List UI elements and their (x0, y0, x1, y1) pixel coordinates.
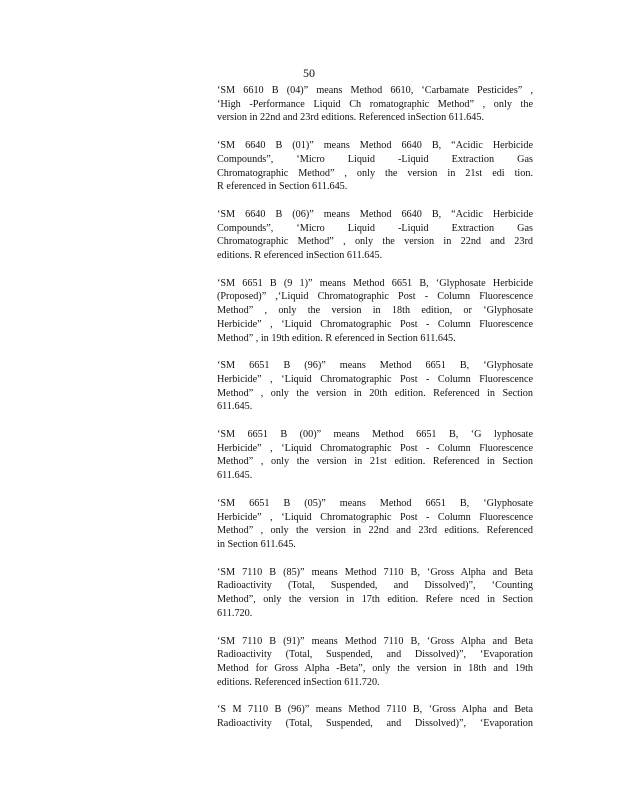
definition-paragraph (217, 359, 533, 414)
paragraph-line: Method” , only the version in 21st edition. Referenced in Section (217, 456, 533, 468)
definition-paragraph (217, 566, 533, 621)
paragraph-line: ‘SM 6610 B (04)” means Method 6610, ‘Carbamate Pesticides” , (217, 85, 533, 96)
paragraph-line: Method for Gross Alpha -Beta”, only the version in 18th and 19th (217, 662, 533, 674)
paragraph-line: editions. Referenced inSection 611.720. (217, 676, 380, 688)
paragraph-line: Method” , only the version in 22nd and 23rd editions. Referenced (217, 525, 533, 537)
paragraph-line: ‘SM 7110 B (85)” means Method 7110 B, ‘Gross Alpha and Beta (217, 566, 533, 578)
paragraph-line: ‘SM 6640 B (01)” means Method 6640 B, “Acidic Herbicide (217, 140, 533, 152)
definitions-list (217, 84, 533, 745)
paragraph-line: 611.720. (217, 607, 253, 619)
paragraph-line: Herbicide” , ‘Liquid Chromatographic Post - Column Fluorescence (217, 511, 533, 523)
paragraph-line: ‘SM 6651 B (96)” means Method 6651 B, ‘Glyphosate (217, 360, 533, 372)
paragraph-line: Herbicide” , ‘Liquid Chromatographic Post - Column Fluorescence (217, 318, 533, 330)
definition-paragraph (217, 84, 533, 125)
definition-paragraph (217, 277, 533, 346)
definition-paragraph (217, 703, 533, 730)
paragraph-line: Radioactivity (Total, Suspended, and Dissolved)”, ‘Evaporation (217, 649, 533, 661)
paragraph-line: 611.645. (217, 401, 253, 413)
paragraph-line: version in 22nd and 23rd editions. Referenced inSection 611.645. (217, 112, 484, 124)
paragraph-line: Method” , only the version in 20th edition. Referenced in Section (217, 387, 533, 399)
paragraph-line: Method”, only the version in 17th edition. Refere nced in Section (217, 594, 533, 606)
page-number: 50 (303, 66, 315, 80)
paragraph-line: Chromatographic Method” , only the version in 22nd and 23rd (217, 236, 533, 248)
paragraph-line: ‘SM 7110 B (91)” means Method 7110 B, ‘Gross Alpha and Beta (217, 635, 533, 647)
definition-paragraph (217, 139, 533, 194)
paragraph-line: in Section 611.645. (217, 538, 296, 550)
paragraph-line: Herbicide” , ‘Liquid Chromatographic Post - Column Fluorescence (217, 373, 533, 385)
paragraph-line: ‘S M 7110 B (96)” means Method 7110 B, ‘Gross Alpha and Beta (217, 704, 533, 716)
paragraph-line: Herbicide” , ‘Liquid Chromatographic Post - Column Fluorescence (217, 442, 533, 454)
paragraph-line: Compounds”, ‘Micro Liquid -Liquid Extraction Gas (217, 153, 533, 165)
paragraph-line: R eferenced in Section 611.645. (217, 181, 348, 193)
paragraph-line: Chromatographic Method” , only the version in 21st edi tion. (217, 167, 533, 179)
definition-paragraph (217, 497, 533, 552)
paragraph-line: ‘High -Performance Liquid Ch romatographic Method” , only the (217, 98, 533, 110)
paragraph-line: Radioactivity (Total, Suspended, and Dissolved)”, ‘Counting (217, 580, 533, 592)
paragraph-line: Method” , in 19th edition. R eferenced in Section 611.645. (217, 332, 456, 344)
paragraph-line: ‘SM 6651 B (9 1)” means Method 6651 B, ‘Glyphosate Herbicide (217, 277, 533, 289)
paragraph-line: 611.645. (217, 470, 253, 482)
definition-paragraph (217, 428, 533, 483)
definition-paragraph (217, 208, 533, 263)
paragraph-line: Compounds”, ‘Micro Liquid -Liquid Extraction Gas (217, 222, 533, 234)
definition-paragraph (217, 635, 533, 690)
paragraph-line: editions. R eferenced inSection 611.645. (217, 250, 383, 262)
paragraph-line: ‘SM 6651 B (05)” means Method 6651 B, ‘Glyphosate (217, 497, 533, 509)
paragraph-line: ‘SM 6651 B (00)” means Method 6651 B, ‘G lyphosate (217, 429, 533, 441)
paragraph-line: ‘SM 6640 B (06)” means Method 6640 B, “Acidic Herbicide (217, 208, 533, 220)
paragraph-line: (Proposed)” ,‘Liquid Chromatographic Post - Column Fluorescence (217, 291, 533, 303)
paragraph-line: Method” , only the version in 18th edition, or ‘Glyphosate (217, 305, 533, 317)
paragraph-line: Radioactivity (Total, Suspended, and Dissolved)”, ‘Evaporation (217, 718, 533, 730)
